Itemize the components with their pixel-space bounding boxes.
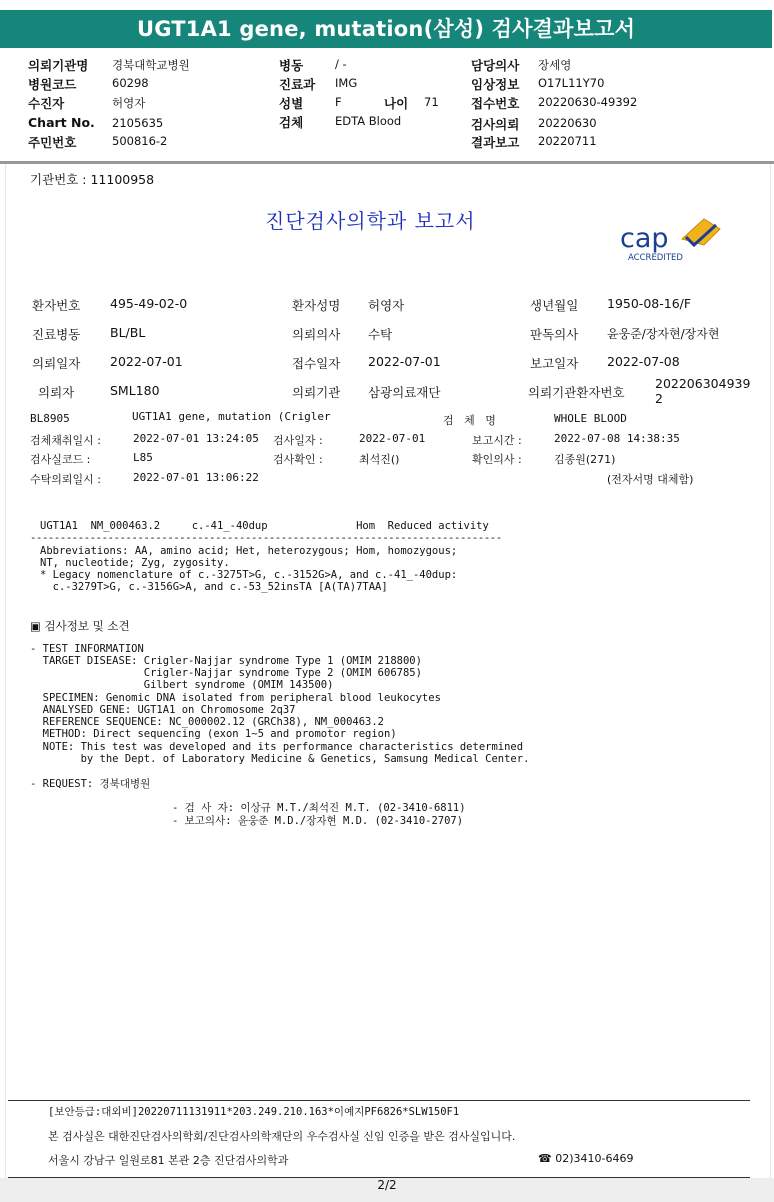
footer-top-divider	[8, 1100, 750, 1101]
test-info-line-7: REFERENCE SEQUENCE: NC_000002.12 (GRCh38), NM_000463.2	[30, 716, 385, 728]
label-request-date: 검사의뢰	[471, 117, 520, 132]
value-receipt-no: 20220630-49392	[538, 95, 638, 109]
test-info-line-8: METHOD: Direct sequencing (exon 1~5 and promotor region)	[30, 728, 397, 740]
institution-number: 기관번호 : 11100958	[30, 172, 155, 187]
abbrev-line-2: NT, nucleotide; Zyg, zygosity.	[40, 557, 230, 569]
value-collection-time: 2022-07-01 13:24:05	[133, 432, 259, 445]
value-result-date: 20220711	[538, 134, 597, 148]
value-sex: F	[335, 95, 342, 109]
value-ward: / -	[335, 57, 347, 71]
value-patient: 허영자	[112, 96, 146, 110]
label-ward: 병동	[279, 58, 304, 73]
footer-certification: 본 검사실은 대한진단검사의학회/진단검사의학재단의 우수검사실 신임 인증을 받은 검사실입니다.	[48, 1130, 516, 1143]
label-patient: 수진자	[28, 96, 65, 111]
test-name: UGT1A1 gene, mutation (Crigler	[132, 410, 331, 423]
label-inst-patient-no: 의뢰기관환자번호	[528, 385, 625, 400]
specimen-name-label: 검 체 명	[443, 414, 496, 427]
value-resident-no: 500816-2	[112, 134, 168, 148]
esign-note: (전자서명 대체함)	[607, 473, 694, 486]
label-lab-code: 검사실코드 :	[30, 453, 91, 466]
label-institution: 의뢰기관명	[28, 58, 89, 73]
label-chart-no: Chart No.	[28, 115, 95, 130]
value-inst-patient-no-cont: 2	[655, 391, 663, 406]
section-title: ▣ 검사정보 및 소견	[30, 619, 130, 633]
label-patient-name: 환자성명	[292, 298, 341, 313]
test-code: BL8905	[30, 412, 70, 425]
value-patient-name: 허영자	[368, 298, 405, 313]
label-clinic-ward: 진료병동	[32, 327, 81, 342]
label-collection-time: 검체채취일시 :	[30, 434, 101, 447]
label-report-date: 보고일자	[530, 356, 579, 371]
label-order-date: 의뢰일자	[32, 356, 81, 371]
label-receipt-no: 접수번호	[471, 96, 520, 111]
footer-security: [보안등급:대외비]20220711131911*203.249.210.163*이예지PF6826*SLW150F1	[48, 1106, 460, 1118]
report-heading: 진단검사의학과 보고서	[265, 209, 476, 233]
specimen-name-value: WHOLE BLOOD	[554, 412, 627, 425]
value-hospital-code: 60298	[112, 76, 149, 90]
label-result-date: 결과보고	[471, 135, 520, 150]
value-lab-code: L85	[133, 451, 153, 464]
value-report-time: 2022-07-08 14:38:35	[554, 432, 680, 445]
value-clinical-info: O17L11Y70	[538, 76, 605, 90]
page-indicator: 2/2	[377, 1178, 397, 1192]
test-info-line-9: NOTE: This test was developed and its performance characteristics determined	[30, 741, 524, 753]
value-reading-doctor: 윤웅준/장자현/장자현	[607, 327, 720, 341]
staff-tester: - 검 사 자: 이상규 M.T./최석진 M.T. (02-3410-6811)	[172, 802, 466, 814]
abbrev-line-1: Abbreviations: AA, amino acid; Het, heterozygous; Hom, homozygous;	[40, 545, 458, 557]
label-clinical-info: 임상정보	[471, 77, 520, 92]
label-requester: 의뢰자	[38, 385, 75, 400]
label-doctor: 담당의사	[471, 58, 520, 73]
result-line: UGT1A1 NM_000463.2 c.-41_-40dup Hom Reduced activity	[40, 520, 489, 532]
value-specimen: EDTA Blood	[335, 114, 402, 128]
page-indicator-bar	[0, 1178, 774, 1202]
value-consign-time: 2022-07-01 13:06:22	[133, 471, 259, 484]
label-test-date: 검사일자 :	[273, 434, 323, 447]
abbrev-line-3: * Legacy nomenclature of c.-3275T>G, c.-3152G>A, and c.-41_-40dup:	[40, 569, 458, 581]
label-specimen: 검체	[279, 115, 304, 130]
value-clinic-ward: BL/BL	[110, 325, 146, 340]
label-resident-no: 주민번호	[28, 135, 77, 150]
value-chart-no: 2105635	[112, 116, 164, 130]
label-reading-doctor: 판독의사	[530, 327, 579, 342]
value-request-date: 20220630	[538, 116, 597, 130]
label-ordering-doctor: 의뢰의사	[292, 327, 341, 342]
value-birthdate: 1950-08-16/F	[607, 296, 692, 311]
request-line: - REQUEST: 경북대병원	[30, 778, 151, 790]
test-info-line-4: Gilbert syndrome (OMIM 143500)	[30, 679, 334, 691]
value-institution: 경북대학교병원	[112, 58, 190, 72]
value-inst-patient-no: 202206304939	[655, 376, 751, 391]
value-test-date: 2022-07-01	[359, 432, 426, 445]
value-order-date: 2022-07-01	[110, 354, 183, 369]
value-report-date: 2022-07-08	[607, 354, 680, 369]
test-info-line-1: - TEST INFORMATION	[30, 643, 144, 655]
test-info-line-3: Crigler-Najjar syndrome Type 2 (OMIM 606785)	[30, 667, 422, 679]
label-report-time: 보고시간 :	[472, 434, 522, 447]
label-age: 나이	[384, 96, 409, 111]
cap-accredited-logo	[620, 215, 730, 263]
label-test-confirm: 검사확인 :	[273, 453, 323, 466]
value-request-institution: 삼광의료재단	[368, 385, 441, 400]
value-department: IMG	[335, 76, 358, 90]
label-receive-date: 접수일자	[292, 356, 341, 371]
cap-logo-sub: ACCREDITED	[628, 253, 683, 263]
value-patient-no: 495-49-02-0	[110, 296, 188, 311]
header-info	[0, 54, 774, 154]
value-age: 71	[424, 95, 439, 109]
test-info-line-10: by the Dept. of Laboratory Medicine & Genetics, Samsung Medical Center.	[30, 753, 530, 765]
footer-phone: ☎ 02)3410-6469	[538, 1152, 634, 1165]
value-test-confirm: 최석진()	[359, 453, 400, 466]
label-department: 진료과	[279, 77, 316, 92]
label-hospital-code: 병원코드	[28, 77, 77, 92]
label-confirm-doctor: 확인의사 :	[472, 453, 522, 466]
label-consign-time: 수탁의뢰일시 :	[30, 473, 101, 486]
value-doctor: 장세영	[538, 58, 572, 72]
label-request-institution: 의뢰기관	[292, 385, 341, 400]
value-receive-date: 2022-07-01	[368, 354, 441, 369]
test-info-line-5: SPECIMEN: Genomic DNA isolated from peripheral blood leukocytes	[30, 692, 441, 704]
cap-logo-word: cap	[620, 223, 669, 254]
result-divider: -------------------------------------------------------------------------------	[30, 532, 502, 544]
value-requester: SML180	[110, 383, 160, 398]
footer-address: 서울시 강남구 일원로81 본관 2층 진단검사의학과	[48, 1154, 289, 1167]
test-info-line-2: TARGET DISEASE: Crigler-Najjar syndrome Type 1 (OMIM 218800)	[30, 655, 422, 667]
report-title-bar: UGT1A1 gene, mutation(삼성) 검사결과보고서	[0, 10, 772, 48]
value-ordering-doctor: 수탁	[368, 327, 393, 342]
label-patient-no: 환자번호	[32, 298, 81, 313]
abbrev-line-4: c.-3279T>G, c.-3156G>A, and c.-53_52insTA [A(TA)7TAA]	[40, 581, 388, 593]
label-sex: 성별	[279, 96, 304, 111]
label-birthdate: 생년월일	[530, 298, 579, 313]
test-info-line-6: ANALYSED GENE: UGT1A1 on Chromosome 2q37	[30, 704, 296, 716]
value-confirm-doctor: 김종원(271)	[554, 453, 616, 466]
staff-reporter: - 보고의사: 윤웅준 M.D./장자현 M.D. (02-3410-2707)	[172, 815, 464, 827]
